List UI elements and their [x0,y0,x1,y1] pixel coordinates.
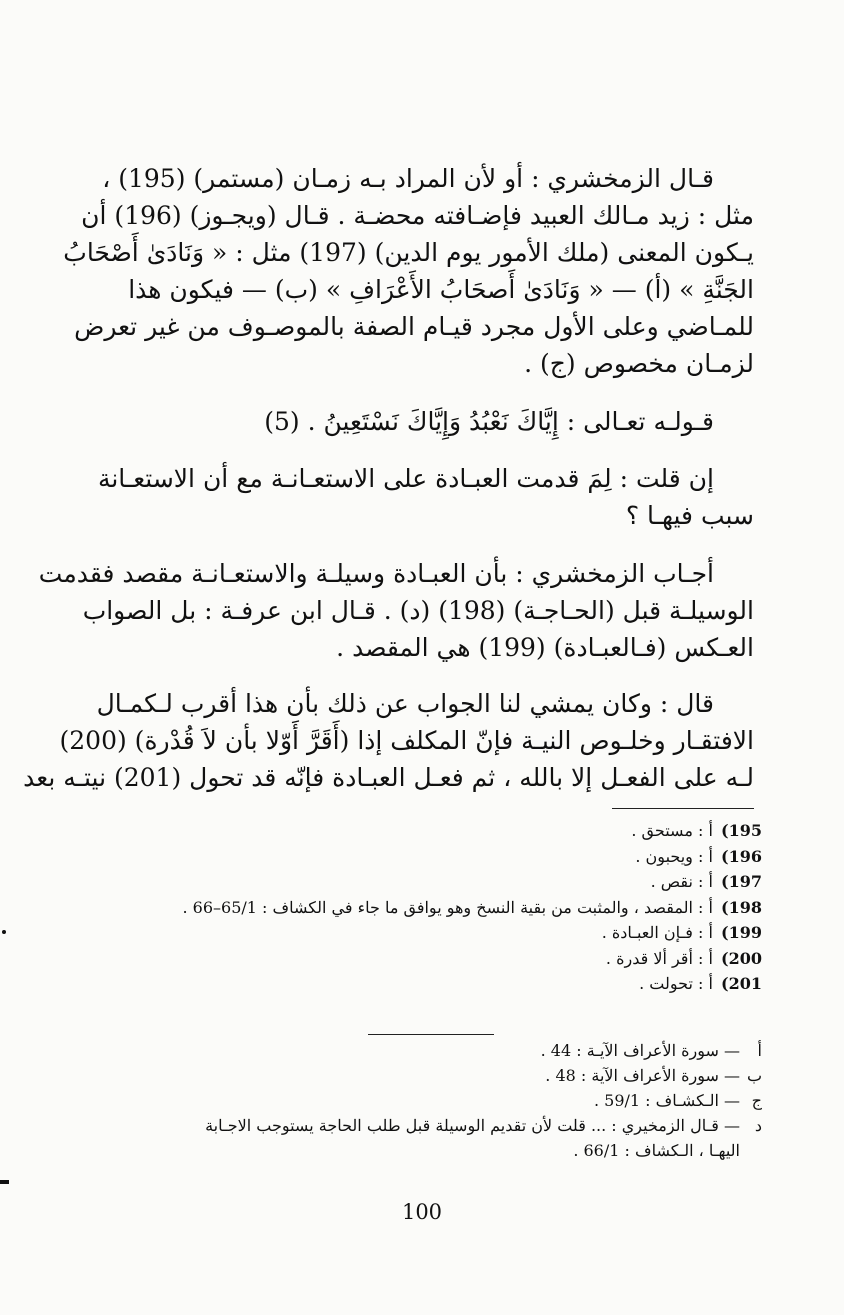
footnote-number: 198) [721,897,762,917]
text-line: للمـاضي وعلى الأول مجرد قيـام الصفة بالموصـوف من غير تعرض [74,312,754,341]
note-letter: أ [757,1041,762,1060]
note-text: اليهـا ، الـكشاف : 66/1 . [573,1141,740,1160]
note-text: — سورة الأعراف الآية : 48 . [545,1066,740,1085]
footnote-item [82,818,762,844]
footnote-text: أ : تحولت . [639,974,713,993]
note-letter: ج [751,1091,762,1110]
note-letter: د [754,1116,762,1135]
footnote-number: 196) [721,846,762,866]
text-line: الجَنَّةِ » (أ) — « وَنَادَىٰ أَصحَابُ الأَعْرَافِ » (ب) — فيكون هذا [128,275,754,304]
text-line: العـكس (فـالعبـادة) (199) هي المقصد . [336,633,754,662]
footnote-text: أ : فـإن العبـادة . [601,923,713,942]
reference-note [82,1088,762,1113]
text-line: قـال الزمخشري : أو لأن المراد بـه زمـان (مستمر) (195) ، [102,164,714,193]
footnote-number: 199) [721,923,762,942]
paragraph-question [82,460,754,534]
note-text: — قـال الزمخيري : ... قلت لأن تقديم الوسيلة قبل طلب الحاجة يستوجب الاجـابة [205,1116,740,1135]
footnote-number: 195) [721,821,762,840]
footnote-item [82,946,762,972]
reference-note [82,1038,762,1063]
text-line: لـه على الفعـل إلا بالله ، ثم فعـل العبـادة فإنّه قد تحول (201) نيتـه بعد [23,763,754,792]
note-text: — الـكشـاف : 59/1 . [593,1091,740,1110]
footnote-item [82,895,762,921]
reference-note [82,1113,762,1138]
text-line: لزمـان مخصوص (ج) . [524,349,754,378]
paragraph-verse [82,403,754,440]
footnote-text: أ : أقر ألا قدرة . [605,948,713,968]
reference-notes [82,1038,762,1163]
footnotes [82,818,762,997]
note-text: — سورة الأعراف الآيـة : 44 . [540,1041,740,1060]
text-line: سبب فيهـا ؟ [625,501,754,530]
reference-note-continuation [82,1138,762,1163]
footnote-text: أ : المقصد ، والمثبت من بقية النسخ وهو يوافق ما جاء في الكشاف : 65/1–66 . [182,897,713,917]
footnote-item [82,844,762,870]
footnote-separator [612,808,754,809]
page-number: 100 [401,1200,443,1224]
text-line: إن قلت : لِمَ قدمت العبـادة على الاستعـانـة مع أن الاستعـانة [97,464,714,493]
text-line: يـكون المعنى (ملك الأمور يوم الدين) (197) مثل : « وَنَادَىٰ أَصْحَابُ [63,238,754,267]
footnote-number: 200) [721,948,762,968]
footnote-number: 197) [721,872,762,891]
footnote-item [82,971,762,997]
verse-line: قـولـه تعـالى : إِيَّاكَ نَعْبُدُ وَإِيَّاكَ نَسْتَعِينُ . (5) [264,407,714,436]
text-line: أجـاب الزمخشري : بأن العبـادة وسيلـة والاستعـانـة مقصد فقدمت [38,559,714,588]
footnote-item [82,869,762,895]
paragraph-zamakhshari-quote [63,160,754,382]
notes-separator [368,1034,494,1035]
paragraph-explanation [23,685,754,796]
scan-mark [0,1180,9,1184]
footnote-text: أ : نقص . [650,872,713,891]
text-line: الافتقـار وخلـوص النيـة فإنّ المكلف إذا (أَقَرَّ أَوّلا بأن لاَ قُدْرة) (200) [59,726,754,755]
reference-note [82,1063,762,1088]
footnote-text: أ : مستحق . [631,821,713,840]
footnote-item [82,920,762,946]
text-line: الوسيلـة قبل (الحـاجـة) (198) (د) . قـال ابن عرفـة : بل الصواب [82,596,754,625]
footnote-number: 201) [721,974,762,993]
note-letter: ب [746,1066,762,1085]
text-line: مثل : زيد مـالك العبيد فإضـافته محضـة . قـال (ويجـوز) (196) أن [81,201,754,230]
footnote-text: أ : ويحبون . [635,846,713,866]
paragraph-answer [38,555,754,666]
text-line: قال : وكان يمشي لنا الجواب عن ذلك بأن هذا أقرب لـكمـال [96,689,714,718]
scan-mark [2,930,6,934]
